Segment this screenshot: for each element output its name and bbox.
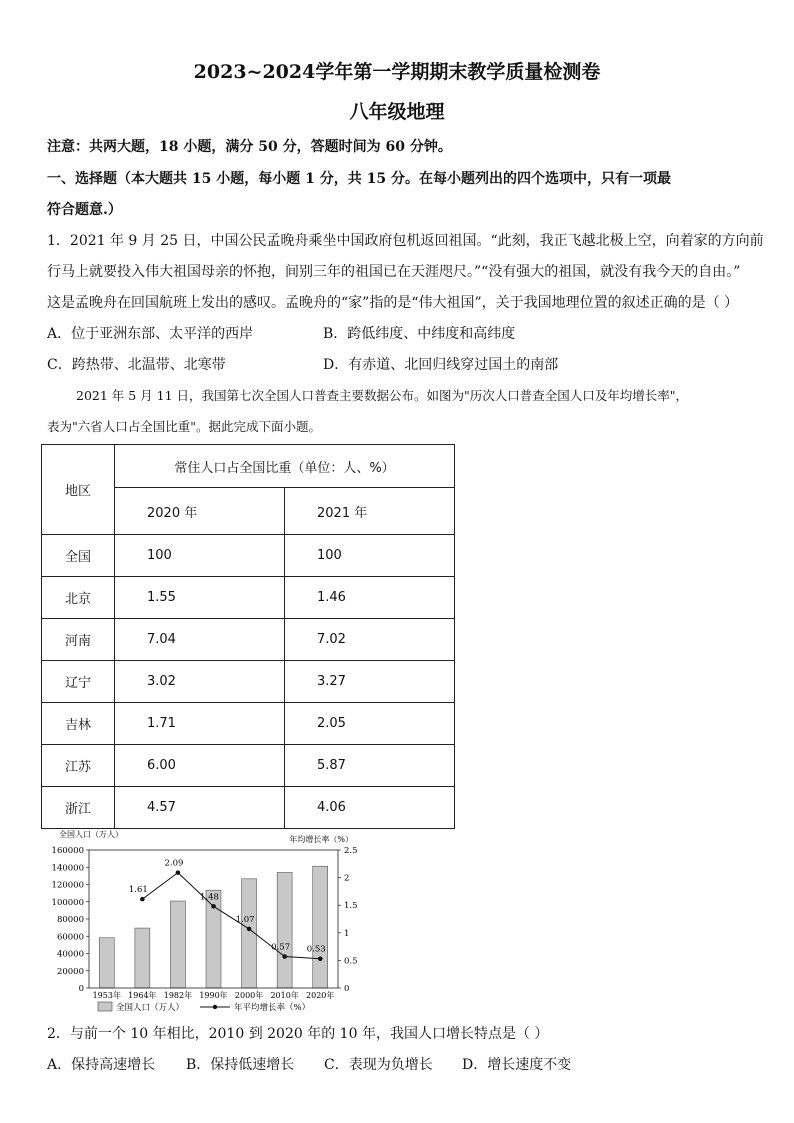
table-row	[42, 535, 455, 577]
q1-stem-line2: 行马上就要投入伟大祖国母亲的怀抱，间别三年的祖国已在天涯咫尺。”“没有强大的祖国，就没有我今天的自由。”	[47, 264, 741, 280]
left-tick-label: 120000	[51, 880, 84, 891]
value-2020: 3.02	[115, 661, 285, 703]
value-2021: 3.27	[285, 661, 455, 703]
left-tick-label: 160000	[51, 846, 84, 856]
value-2020: 1.71	[115, 703, 285, 745]
section-heading-line2: 符合题意.）	[47, 202, 122, 218]
right-axis-title: 年均增长率（%）	[289, 835, 353, 844]
left-axis-title: 全国人口（万人）	[59, 830, 123, 839]
region-name: 全国	[42, 535, 115, 577]
right-tick-label: 1.5	[344, 901, 358, 912]
table-row	[42, 577, 455, 619]
right-tick-label: 2.5	[344, 846, 358, 856]
value-2021: 5.87	[285, 745, 455, 787]
value-2021: 7.02	[285, 619, 455, 661]
q1-option-d[interactable]: D．有赤道、北回归线穿过国土的南部	[323, 357, 559, 373]
q2-option-c[interactable]: C．表现为负增长	[324, 1057, 433, 1073]
population-bar	[277, 872, 292, 988]
left-tick-label: 0	[78, 984, 84, 994]
value-2020: 6.00	[115, 745, 285, 787]
notice: 注意：共两大题，18 小题，满分 50 分，答题时间为 60 分钟。	[47, 139, 452, 155]
q2-option-d[interactable]: D．增长速度不变	[462, 1057, 572, 1073]
q1-option-c[interactable]: C．跨热带、北温带、北寒带	[47, 357, 226, 373]
exam-subtitle: 八年级地理	[349, 101, 445, 123]
growth-rate-line	[142, 873, 320, 959]
legend-bar-swatch	[98, 1002, 112, 1011]
right-tick-label: 1	[344, 928, 350, 939]
table-row	[42, 619, 455, 661]
growth-rate-label: 0.57	[271, 942, 291, 953]
value-2020: 1.55	[115, 577, 285, 619]
region-name: 吉林	[42, 703, 115, 745]
table-row	[42, 787, 455, 829]
value-2020: 100	[115, 535, 285, 577]
region-name: 河南	[42, 619, 115, 661]
right-tick-label: 0.5	[344, 956, 358, 967]
section-heading-line1: 一、选择题（本大题共 15 小题，每小题 1 分，共 15 分。在每小题列出的四个选项中，只有一项最	[47, 171, 671, 187]
right-tick-label: 0	[344, 984, 350, 994]
population-bar	[170, 901, 185, 988]
growth-rate-point	[211, 904, 216, 909]
category-label: 1964年	[128, 991, 157, 1000]
table-header-region: 地区	[42, 445, 115, 535]
table-row	[42, 703, 455, 745]
q2-option-a[interactable]: A．保持高速增长	[47, 1057, 156, 1073]
population-bar	[313, 866, 328, 988]
left-tick-label: 100000	[51, 897, 84, 908]
table-header-2021: 2021 年	[285, 488, 455, 535]
value-2020: 4.57	[115, 787, 285, 829]
growth-rate-point	[282, 954, 287, 959]
category-label: 1982年	[163, 991, 193, 1000]
region-name: 北京	[42, 577, 115, 619]
q1-option-a[interactable]: A．位于亚洲东部、太平洋的西岸	[47, 326, 254, 342]
q1-stem-line1: 1．2021 年 9 月 25 日，中国公民孟晚舟乘坐中国政府包机返回祖国。“此刻，我正飞越北极上空，向着家的方向前	[47, 233, 764, 249]
value-2021: 100	[285, 535, 455, 577]
q2-option-b[interactable]: B．保持低速增长	[186, 1057, 295, 1073]
value-2020: 7.04	[115, 619, 285, 661]
population-bar	[135, 928, 150, 988]
growth-rate-point	[140, 897, 145, 902]
table-header-group: 常住人口占全国比重（单位：人、%）	[115, 445, 455, 488]
q1-option-b[interactable]: B．跨低纬度、中纬度和高纬度	[323, 326, 516, 342]
value-2021: 2.05	[285, 703, 455, 745]
population-share-table	[41, 444, 455, 829]
exam-title: 2023~2024学年第一学期期末教学质量检测卷	[193, 61, 601, 83]
growth-rate-label: 2.09	[164, 858, 184, 869]
left-tick-label: 140000	[51, 863, 84, 874]
left-tick-label: 80000	[56, 915, 84, 925]
growth-rate-point	[176, 870, 181, 875]
q2-stem: 2．与前一个 10 年相比，2010 到 2020 年的 10 年，我国人口增长特点是（ ）	[47, 1026, 549, 1042]
value-2021: 1.46	[285, 577, 455, 619]
table-header-2020: 2020 年	[115, 488, 285, 535]
growth-rate-point	[247, 927, 252, 932]
legend-line-marker	[213, 1005, 217, 1009]
growth-rate-label: 1.07	[235, 914, 255, 925]
population-chart	[40, 828, 370, 1022]
region-name: 浙江	[42, 787, 115, 829]
value-2021: 4.06	[285, 787, 455, 829]
growth-rate-label: 0.53	[306, 944, 326, 955]
region-name: 江苏	[42, 745, 115, 787]
category-label: 2000年	[234, 991, 264, 1000]
population-bar	[99, 938, 114, 988]
legend-bar-label: 全国人口（万人）	[116, 1003, 185, 1013]
q1-stem-line3: 这是孟晚舟在回国航班上发出的感叹。孟晚舟的“家”指的是“伟大祖国”，关于我国地理位置的叙述正确的是（ ）	[47, 295, 739, 311]
growth-rate-label: 1.61	[128, 885, 148, 896]
category-label: 1953年	[92, 991, 121, 1000]
left-tick-label: 20000	[56, 966, 84, 977]
left-tick-label: 40000	[56, 949, 84, 960]
left-tick-label: 60000	[56, 932, 84, 943]
intro-line2: 表为"六省人口占全国比重"。据此完成下面小题。	[47, 419, 321, 434]
category-label: 1990年	[199, 991, 228, 1000]
category-label: 2010年	[270, 991, 299, 1000]
intro-line1: 2021 年 5 月 11 日，我国第七次全国人口普查主要数据公布。如图为"历次人口普查全国人口及年均增长率"，	[76, 388, 689, 403]
table-row	[42, 745, 455, 787]
right-tick-label: 2	[344, 873, 350, 884]
growth-rate-point	[318, 956, 323, 961]
category-label: 2020年	[306, 991, 335, 1000]
legend-line-label: 年平均增长率（%）	[234, 1003, 311, 1013]
region-name: 辽宁	[42, 661, 115, 703]
table-row	[42, 661, 455, 703]
growth-rate-label: 1.48	[200, 892, 219, 903]
